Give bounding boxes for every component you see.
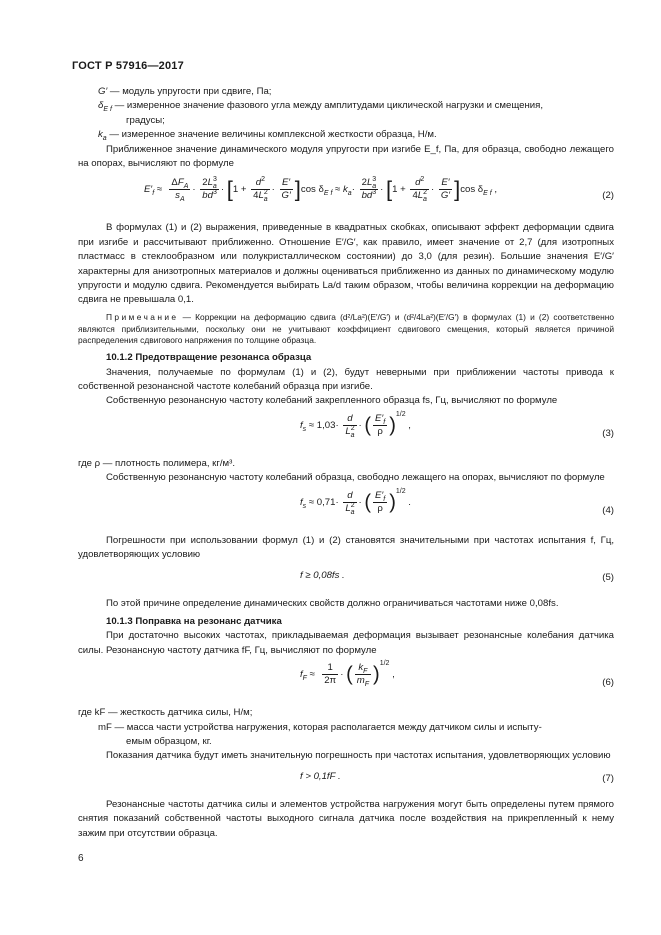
paragraph: Резонансные частоты датчика силы и элементов устройства нагружения могут быть определены путем прямого снятия показаний собственной частоты выходного сигнала датчика после воздействия на прикрепленный к нему зажим при отсутствии образца. <box>78 798 614 839</box>
equation-number: (4) <box>602 504 614 516</box>
equation-2: $E'_f$ ≈ $\frac{\Delta F_A}{s_A}$ · $\frac{2L^3_a}{bd^3}$ · [1 + $\frac{d^2}{4L^2_a}$ · $\frac{E'}{G'}$ ]cos $\delta_{E f} \approx k_a\cdot$ $\frac{2L^3_a}{bd^3}$ · [1 + $\frac{d^2}{4L^2_a}$ · $\frac{E'}{G'}$ ]cos $\delta_{E f}$ , (2) <box>144 176 614 204</box>
definition-k: $k_a$ — измеренное значение величины комплексной жесткости образца, Н/м. <box>98 129 437 143</box>
where-mf: mF — масса части устройства нагружения, которая располагается между датчиком силы и испыту- <box>98 721 542 733</box>
where-kf: где kF — жесткость датчика силы, Н/м; <box>78 707 253 719</box>
equation-number: (2) <box>602 190 614 202</box>
equation-number: (6) <box>602 677 614 689</box>
where-rho: где ρ — плотность полимера, кг/м³. <box>78 457 235 469</box>
definition-delta: $\delta_{E f}$ — измеренное значение фазового угла между амплитудами циклической нагрузки и смещения, <box>98 100 543 114</box>
paragraph: По этой причине определение динамических свойств должно ограничиваться частотами ниже 0,08fs. <box>106 597 559 609</box>
paragraph: Показания датчика будут иметь значительную погрешность при частотах испытания, удовлетворяющих условию <box>106 750 611 762</box>
paragraph: Значения, получаемые по формулам (1) и (2), будут неверными при приближении частоты привода к собственной резонансной частоте колебаний образца при изгибе. <box>78 366 614 393</box>
equation-number: (5) <box>602 571 614 583</box>
note: Примечание — Коррекции на деформацию сдвига (d²/La²)(E′/G′) и (d²/4La²)(E′/G′) в формулах (1) и (2) соответственно являются приблизительными, поскольку они не учитывают коэффициент сдвигового смещения, который является причиной распределения сдвигового напряжения по толщине образца. <box>78 311 614 346</box>
equation-5: f ≥ 0,08fs . (5) <box>78 569 614 591</box>
page-body <box>78 85 614 841</box>
section-heading-1012: 10.1.2 Предотвращение резонанса образца <box>106 352 312 364</box>
equation-number: (7) <box>602 772 614 784</box>
paragraph: Собственную резонансную частоту колебаний образца, свободно лежащего на опорах, вычисляют по формуле <box>106 472 605 484</box>
paragraph: Собственную резонансную частоту колебаний закрепленного образца fs, Гц, вычисляют по формуле <box>106 395 558 407</box>
equation-6: $f_F$ ≈ $\frac{1}{2\pi}$ · ( $\frac{k_F}{m_F}$ )$^{1/2}$ , (6) <box>78 662 614 702</box>
equation-3: $f_s \approx 1,03\cdot$ $\frac{d}{L^2_a}$ · ( $\frac{E'_f}{\rho}$ )$^{1/2}$ , (3) <box>78 413 614 453</box>
equation-7: f > 0,1fF . (7) <box>78 770 614 792</box>
equation-number: (3) <box>602 427 614 439</box>
document-header: ГОСТ Р 57916—2017 <box>72 60 184 72</box>
page-number: 6 <box>78 853 84 864</box>
where-mf-cont: емым образцом, кг. <box>126 735 212 747</box>
paragraph-ef: Приближенное значение динамического модуля упругости при изгибе E_f, Па, для образца, свободно лежащего на опорах, вычисляют по формуле <box>78 143 614 170</box>
definition-g: G′ — модуль упругости при сдвиге, Па; <box>98 86 272 97</box>
section-heading-1013: 10.1.3 Поправка на резонанс датчика <box>106 615 282 627</box>
equation-4: $f_s \approx 0,71\cdot$ $\frac{d}{L^2_a}$ · ( $\frac{E'_f}{\rho}$ )$^{1/2}$ . (4) <box>78 490 614 530</box>
paragraph: При достаточно высоких частотах, прикладываемая деформация вызывает резонансные колебания датчика силы. Резонансную частоту датчика fF, Гц, вычисляют по формуле <box>78 630 614 656</box>
paragraph: Погрешности при использовании формул (1) и (2) становятся значительными при частотах испытания f, Гц, удовлетворяющих условию <box>78 534 614 561</box>
definition-delta-cont: градусы; <box>126 114 165 126</box>
paragraph-brackets: В формулах (1) и (2) выражения, приведенные в квадратных скобках, описывают эффект деформации сдвига при изгибе и рассчитывают приближенно. Отношение E′/G′, как правило, имеет значение от 2,7 (для изотропных пластмасс в стеклообразном или полукристаллическом состоянии) до 3,0 (для резин). Большие значения E′/G′ характерны для анизотропных материалов и должны оцениваться приближенно из данных по динамическому модулю упругости и модулю сдвига. Рекомендуется выбирать La/d таким образом, чтобы величина коррекции на деформацию сдвига не превышала 0,1. <box>78 222 614 306</box>
